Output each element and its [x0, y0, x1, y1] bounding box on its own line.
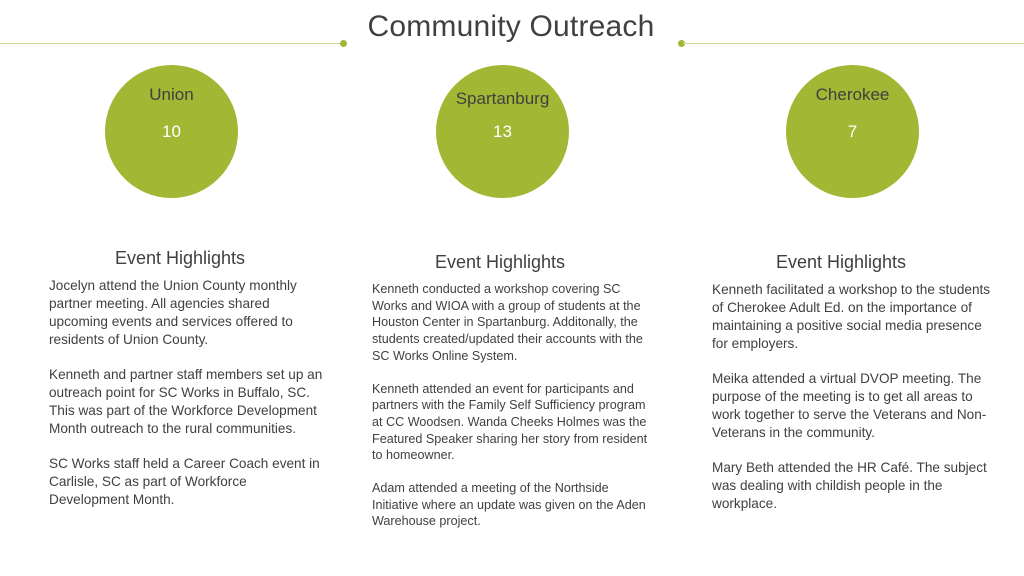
union-count: 10 [162, 122, 181, 141]
spartanburg-count: 13 [493, 122, 512, 141]
spartanburg-paragraph: Kenneth conducted a workshop covering SC Works and WIOA with a group of students at the Houston Center in Spartanburg. Additonally, the students created/updated their accounts with the SC Works Online System. [372, 282, 643, 363]
spartanburg-name: Spartanburg [455, 89, 550, 108]
union-circle [105, 65, 238, 198]
spartanburg-circle [436, 65, 569, 198]
spartanburg-paragraph: Kenneth attended an event for participants and partners with the Family Self Sufficiency program at CC Woodsen. Wanda Cheeks Holmes was the Featured Speaker sharing her story from resident to homeowner. [372, 381, 648, 463]
title-rule-right [683, 43, 1024, 44]
page-title: Community Outreach [367, 10, 655, 43]
cherokee-name: Cherokee [815, 85, 890, 104]
spartanburg-heading: Event Highlights [434, 252, 566, 272]
cherokee-count: 7 [847, 122, 858, 141]
cherokee-heading: Event Highlights [775, 252, 907, 272]
cherokee-paragraph: Meika attended a virtual DVOP meeting. The purpose of the meeting is to get all areas to work together to serve the Veterans and Non-Veterans in the community. [712, 371, 987, 440]
cherokee-highlights [712, 252, 1000, 530]
spartanburg-paragraph: Adam attended a meeting of the Northside Initiative where an update was given on the Aden Warehouse project. [372, 481, 646, 529]
cherokee-circle [786, 65, 919, 198]
union-paragraph: Kenneth and partner staff members set up an outreach point for SC Works in Buffalo, SC. This was part of the Workforce Development Month outreach to the rural communities. [49, 367, 323, 436]
union-paragraph: Jocelyn attend the Union County monthly partner meeting. All agencies shared upcoming events and services offered to residents of Union County. [49, 278, 297, 347]
union-name: Union [149, 85, 194, 104]
spartanburg-highlights [372, 252, 654, 546]
union-highlights [49, 248, 329, 526]
cherokee-paragraph: Mary Beth attended the HR Café. The subject was dealing with childish people in the workplace. [712, 460, 987, 511]
title-rule-left [0, 43, 341, 44]
union-paragraph: SC Works staff held a Career Coach event in Carlisle, SC as part of Workforce Development Month. [49, 456, 320, 507]
union-heading: Event Highlights [114, 248, 246, 268]
cherokee-paragraph: Kenneth facilitated a workshop to the students of Cherokee Adult Ed. on the importance of maintaining a positive social media presence for employers. [712, 282, 991, 351]
